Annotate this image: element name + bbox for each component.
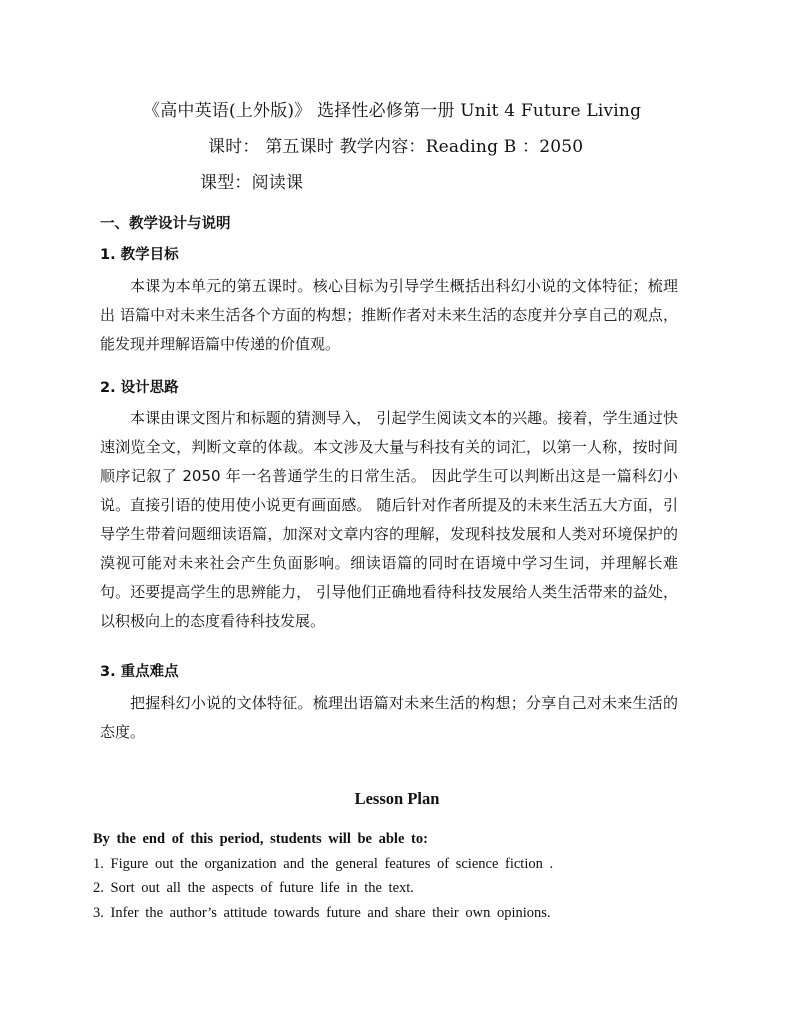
document-title: 《高中英语(上外版)》 选择性必修第一册 Unit 4 Future Living — [143, 101, 642, 121]
lesson-info: 课时： 第五课时 教学内容：Reading B ：2050 — [208, 137, 584, 157]
section-heading-design: 一、教学设计与说明 — [100, 216, 231, 232]
subheading-design-ideas: 2. 设计思路 — [100, 380, 179, 396]
objective-item: 2. Sort out all the aspects of future life in the text. — [93, 880, 414, 896]
lesson-type: 课型：阅读课 — [200, 173, 304, 193]
paragraph-goals: 本课为本单元的第五课时。核心目标为引导学生概括出科幻小说的文体特征；梳理出 语篇中对未来生活各个方面的构想；推断作者对未来生活的态度并分享自己的观点，能发现并理解语篇中传递的价值观。 — [100, 277, 678, 353]
paragraph-design-ideas: 本课由课文图片和标题的猜测导入， 引起学生阅读文本的兴趣。接着，学生通过快速浏览全文，判断文章的体裁。本文涉及大量与科技有关的词汇，以第一人称，按时间顺序记叙了 2050 年一名普通学生的日常生活。 因此学生可以判断出这是一篇科幻小说。直接引语的使用使小说更有画面感。 随后针对作者所提及的未来生活五大方面，引导学生带着问题细读语篇，加深对文章内容的理解，发现科技发展和人类对环境保护的漠视可能对未来社会产生负面影响。细读语篇的同时在语境中学习生词，并理解长难句。还要提高学生的思辨能力， 引导他们正确地看待科技发展给人类生活带来的益处，以积极向上的态度看待科技发展。 — [100, 409, 678, 630]
lesson-plan-intro: By the end of this period, students will be able to: — [93, 831, 428, 847]
objective-item: 1. Figure out the organization and the general features of science fiction . — [93, 856, 554, 872]
lesson-plan-title: Lesson Plan — [354, 789, 440, 808]
subheading-key-points: 3. 重点难点 — [100, 664, 179, 680]
subheading-goals: 1. 教学目标 — [100, 247, 179, 263]
objective-item: 3. Infer the author’s attitude towards future and share their own opinions. — [93, 905, 551, 921]
paragraph-key-points: 把握科幻小说的文体特征。梳理出语篇对未来生活的构想；分享自己对未来生活的态度。 — [100, 694, 678, 741]
